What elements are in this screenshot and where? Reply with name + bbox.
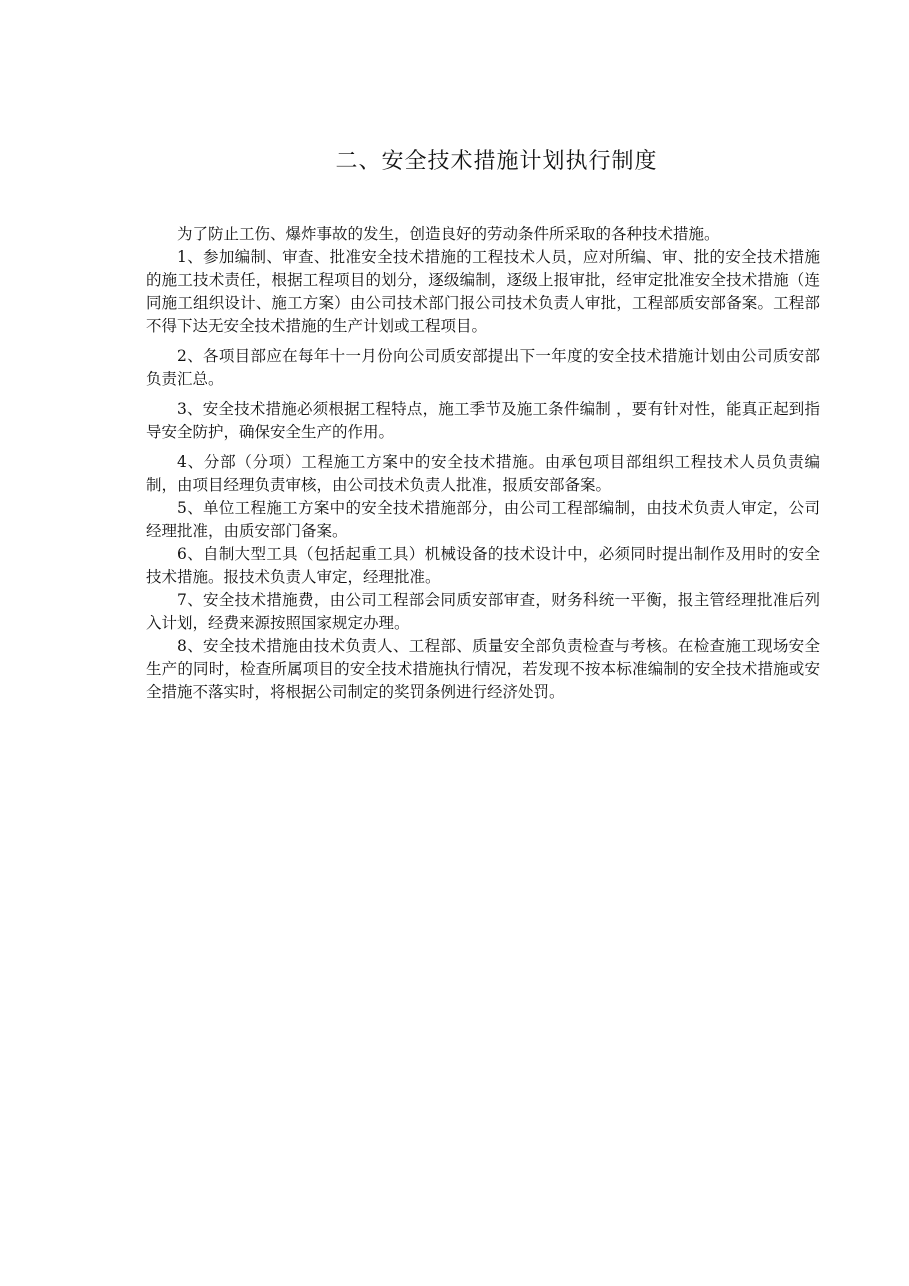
clause-paragraph-5: 5、单位工程施工方案中的安全技术措施部分，由公司工程部编制，由技术负责人审定，公司经理批准，由质安部门备案。 xyxy=(146,499,820,540)
intro-paragraph: 为了防止工伤、爆炸事故的发生，创造良好的劳动条件所采取的各种技术措施。 xyxy=(177,225,720,243)
document-body xyxy=(146,223,820,704)
clause-paragraph-4: 4、分部（分项）工程施工方案中的安全技术措施。由承包项目部组织工程技术人员负责编制，由项目经理负责审核，由公司技术负责人批准，报质安部备案。 xyxy=(146,453,820,494)
clause-paragraph-2: 2、各项目部应在每年十一月份向公司质安部提出下一年度的安全技术措施计划由公司质安部负责汇总。 xyxy=(146,347,820,388)
clause-paragraph-8: 8、安全技术措施由技术负责人、工程部、质量安全部负责检查与考核。在检查施工现场安全生产的同时，检查所属项目的安全技术措施执行情况，若发现不按本标准编制的安全技术措施或安全措施不落实时，将根据公司制定的奖罚条例进行经济处罚。 xyxy=(146,637,820,701)
clause-paragraph-7: 7、安全技术措施费，由公司工程部会同质安部审查，财务科统一平衡，报主管经理批准后列入计划，经费来源按照国家规定办理。 xyxy=(146,591,820,632)
clause-paragraph-3: 3、安全技术措施必须根据工程特点，施工季节及施工条件编制 ，要有针对性，能真正起到指导安全防护，确保安全生产的作用。 xyxy=(146,400,820,441)
clause-paragraph-1: 1、参加编制、审查、批准安全技术措施的工程技术人员，应对所编、审、批的安全技术措施的施工技术责任，根据工程项目的划分，逐级编制，逐级上报审批，经审定批准安全技术措施（连同施工组织设计、施工方案）由公司技术部门报公司技术负责人审批，工程部质安部备案。工程部不得下达无安全技术措施的生产计划或工程项目。 xyxy=(146,248,820,335)
clause-paragraph-6: 6、自制大型工具（包括起重工具）机械设备的技术设计中，必须同时提出制作及用时的安全技术措施。报技术负责人审定，经理批准。 xyxy=(146,545,820,586)
page-title: 二、安全技术措施计划执行制度 xyxy=(335,149,658,174)
